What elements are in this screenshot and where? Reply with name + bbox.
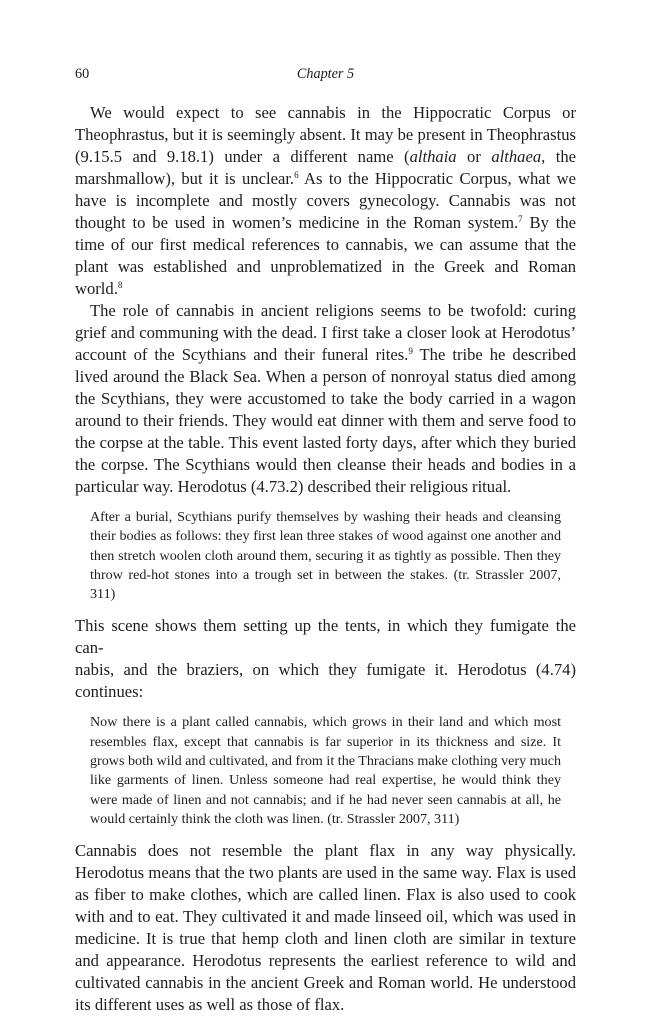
footnote-ref-8: 8 [117,280,123,290]
running-head [75,66,576,90]
footnote-ref-9: 9 [408,346,413,356]
paragraph-tents-braziers: This scene shows them setting up the tents, in which they fumigate the can- nabis, and the braziers, on which they fumigate it. Herodotus (4.74) continues: [75,616,576,702]
paragraph-hippocratic-corpus: We would expect to see cannabis in the Hippocratic Corpus or Theophrastus, but it is seemingly absent. It may be present in Theophrastus (9.15.5 and 9.18.1) under a different name (althaia or althaea, the marshmallow), but it is unclear.$^6$ As to the Hippocratic Corpus, what we have is incomplete and mostly covers gynecology. Cannabis was not thought to be used in women’s medicine in the Roman system.$^7$ By the time of our first medical references to cannabis, we can assume that the plant was established and unproblematized in the Greek and Roman world.$^8$ [75,103,576,298]
italic-term-althaea: althaea [491,147,542,166]
italic-term-althaia: althaia [409,147,457,166]
block-quote-purification: After a burial, Scythians purify themselves by washing their heads and cleansing their bodies as follows: they first lean three stakes of wood against one another and then stretch woolen cloth around them, securing it as tightly as possible. Then they throw red-hot stones into a trough set in between the stakes. (tr. Strassler 2007, 311) [90,509,561,603]
paragraph-scythian-rites: The role of cannabis in ancient religions seems to be twofold: curing grief and communing with the dead. I first take a closer look at Herodotus’ account of the Scythians and their funeral rites.$^9$ The tribe he described lived around the Black Sea. When a person of nonroyal status died among the Scythians, they were accustomed to take the body carried in a wagon around to their friends. They would eat dinner with them and serve food to the corpse at the table. This event lasted forty days, after which they buried the corpse. The Scythians would then cleanse their heads and bodies in a particular way. Herodotus (4.73.2) described their religious ritual. [75,301,576,496]
footnote-ref-7: 7 [518,214,523,224]
page-number: 60 [75,66,90,82]
block-quote-cannabis-plant: Now there is a plant called cannabis, which grows in their land and which most resembles flax, except that cannabis is far superior in its thickness and size. It grows both wild and cultivated, and from it the Thracians make clothing very much like garments of linen. Unless someone had real expertise, he would think they were made of linen and not cannabis; and if he had never seen cannabis at all, he would certainly think the cloth was linen. (tr. Strassler 2007, 311) [90,714,561,827]
footnote-ref-6: 6 [294,170,299,180]
chapter-title: Chapter 5 [296,66,355,82]
paragraph-flax-comparison: Cannabis does not resemble the plant flax in any way physically. Herodotus means that the two plants are used in the same way. Flax is used as fiber to make clothes, which are called linen. Flax is also used to cook with and to eat. They cultivated it and made linseed oil, which was used in medicine. It is true that hemp cloth and linen cloth are similar in texture and appearance. Herodotus represents the earliest reference to wild and cultivated cannabis in the ancient Greek and Roman world. He understood its different uses as well as those of flax. [75,841,576,1015]
body-text [75,102,576,1016]
